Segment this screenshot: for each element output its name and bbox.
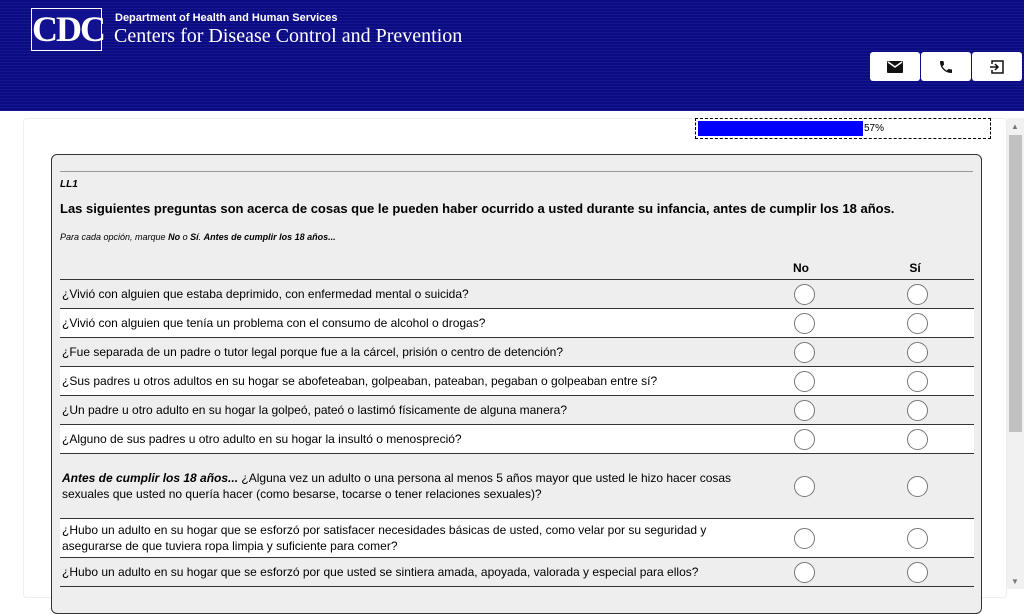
radio-no[interactable] [794,400,815,421]
radio-si[interactable] [907,371,928,392]
radio-no[interactable] [794,342,815,363]
email-button[interactable] [870,52,920,81]
question-row [60,519,974,558]
exit-icon [989,59,1005,75]
question-row [60,425,974,454]
question-panel [51,154,982,614]
scrollbar-thumb[interactable] [1009,135,1022,432]
radio-si[interactable] [907,562,928,583]
divider [60,171,973,172]
scroll-up-arrow[interactable]: ▲ [1011,122,1019,131]
question-text: Antes de cumplir los 18 años... ¿Alguna vez un adulto o una persona al menos 5 años mayor que usted le hizo hacer cosas sexuales que usted no quería hacer (como besarse, tocarse o tener relaciones sexuales)? [62,471,732,501]
question-row [60,558,974,587]
question-text: ¿Sus padres u otros adultos en su hogar se abofeteaban, golpeaban, pateaban, pegaban o golpeaban entre sí? [62,374,658,388]
column-header-si: Sí [909,261,921,275]
question-text: ¿Un padre u otro adulto en su hogar la golpeó, pateó o lastimó físicamente de alguna manera? [62,403,567,417]
radio-si[interactable] [907,284,928,305]
agency-name: Centers for Disease Control and Prevention [114,25,463,47]
question-text: ¿Alguno de sus padres u otro adulto en su hogar la insultó o menospreció? [62,432,462,446]
radio-si[interactable] [907,429,928,450]
phone-button[interactable] [921,52,971,81]
column-header-no: No [793,261,809,275]
site-header [0,0,1024,111]
progress-bar [695,118,991,139]
radio-si[interactable] [907,476,928,497]
radio-si[interactable] [907,528,928,549]
progress-fill [698,121,863,136]
phone-icon [938,59,954,75]
radio-no[interactable] [794,528,815,549]
question-row [60,454,974,519]
radio-si[interactable] [907,313,928,334]
radio-no[interactable] [794,284,815,305]
question-title: Las siguientes preguntas son acerca de cosas que le pueden haber ocurrido a usted durante su infancia, antes de cumplir los 18 años. [60,201,895,216]
question-row [60,280,974,309]
question-text: ¿Vivió con alguien que tenía un problema con el consumo de alcohol o drogas? [62,316,486,330]
radio-si[interactable] [907,400,928,421]
radio-no[interactable] [794,476,815,497]
exit-button[interactable] [972,52,1022,81]
question-text: ¿Hubo un adulto en su hogar que se esforzó por que usted se sintiera amada, apoyada, valorada y especial para ellos? [62,565,699,579]
question-text: ¿Fue separada de un padre o tutor legal porque fue a la cárcel, prisión o centro de detención? [62,345,563,359]
question-row [60,367,974,396]
question-row [60,309,974,338]
question-text: ¿Vivió con alguien que estaba deprimido, con enfermedad mental o suicida? [62,287,469,301]
progress-label: 57% [864,123,885,134]
mail-icon [887,61,903,73]
scroll-down-arrow[interactable]: ▼ [1011,577,1019,586]
radio-no[interactable] [794,562,815,583]
question-grid [60,279,974,587]
question-instruction: Para cada opción, marque No o Sí. Antes de cumplir los 18 años... [60,232,336,242]
radio-no[interactable] [794,313,815,334]
department-name: Department of Health and Human Services [115,12,338,24]
radio-no[interactable] [794,429,815,450]
cdc-logo: CDC [32,9,104,49]
question-row [60,338,974,367]
question-id: LL1 [60,179,78,190]
radio-no[interactable] [794,371,815,392]
question-row [60,396,974,425]
radio-si[interactable] [907,342,928,363]
question-text: ¿Hubo un adulto en su hogar que se esforzó por satisfacer necesidades básicas de usted, como velar por su seguridad y asegurarse de que tuviera ropa limpia y suficiente para comer? [62,523,707,553]
